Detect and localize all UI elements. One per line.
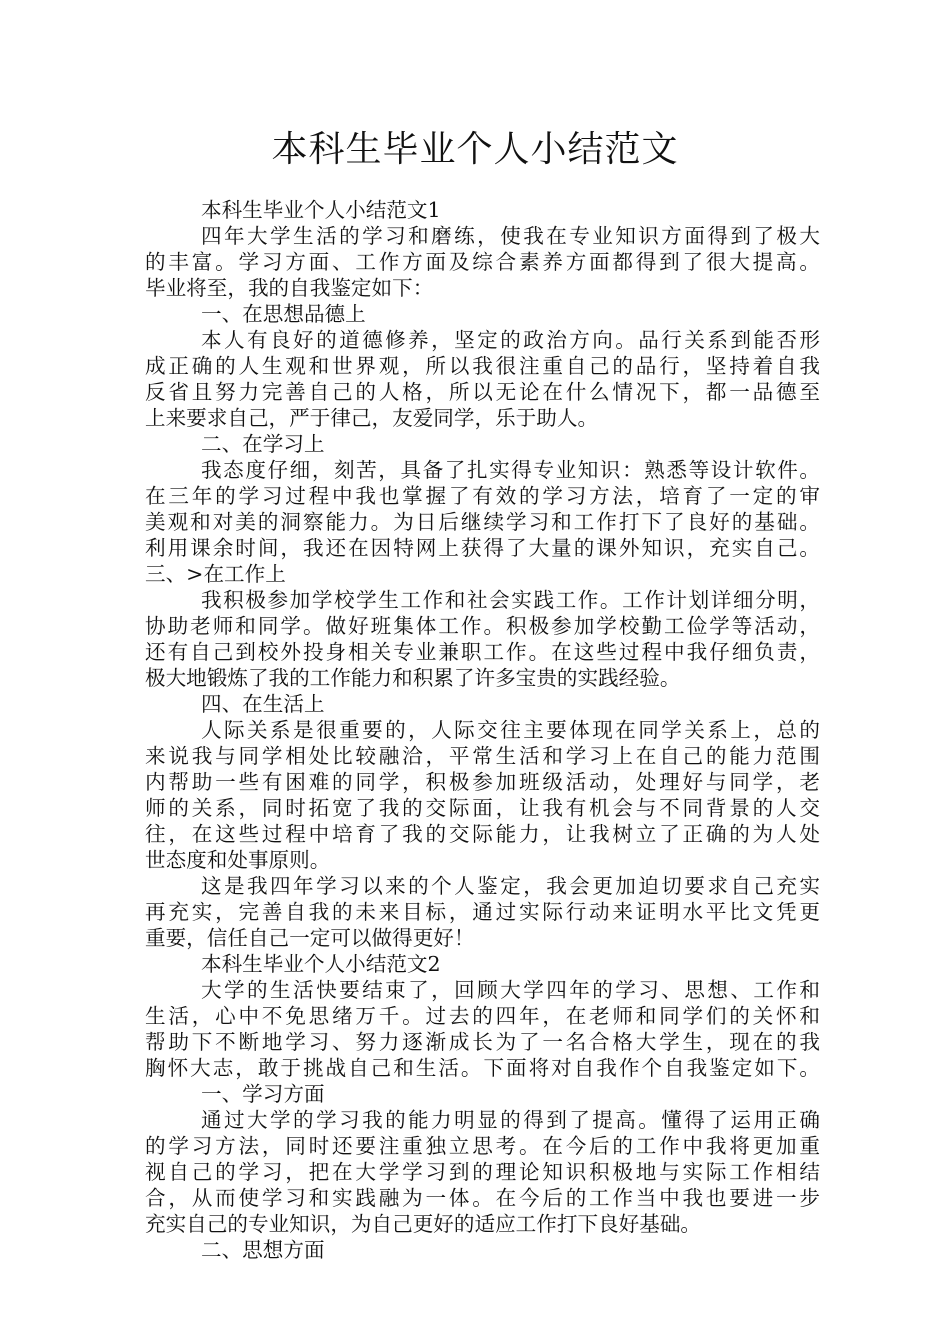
paragraph-line: 我态度仔细，刻苦，具备了扎实得专业知识：熟悉等设计软件。 [201, 458, 820, 482]
paragraph-line: 在三年的学习过程中我也掌握了有效的学习方法，培育了一定的审 [145, 484, 820, 508]
paragraph-line: 视自己的学习，把在大学学习到的理论知识积极地与实际工作相结 [145, 1160, 820, 1184]
subsection-heading: 三、>在工作上 [145, 562, 286, 586]
subsection-heading: 四、在生活上 [201, 692, 325, 716]
paragraph-line: 反省且努力完善自己的人格，所以无论在什么情况下，都一品德至 [145, 380, 820, 404]
paragraph-line: 大学的生活快要结束了，回顾大学四年的学习、思想、工作和 [201, 978, 820, 1002]
paragraph-line: 的学习方法，同时还要注重独立思考。在今后的工作中我将更加重 [145, 1134, 820, 1158]
paragraph-line: 的丰富。学习方面、工作方面及综合素养方面都得到了很大提高。 [145, 250, 820, 274]
paragraph-line: 协助老师和同学。做好班集体工作。积极参加学校勤工俭学等活动， [145, 614, 820, 638]
paragraph-line: 内帮助一些有困难的同学，积极参加班级活动，处理好与同学，老 [145, 770, 820, 794]
subsection-heading: 二、思想方面 [201, 1238, 325, 1262]
paragraph-line: 成正确的人生观和世界观，所以我很注重自己的品行，坚持着自我 [145, 354, 820, 378]
paragraph-line: 充实自己的专业知识，为自己更好的适应工作打下良好基础。 [145, 1212, 702, 1236]
paragraph-line: 利用课余时间，我还在因特网上获得了大量的课外知识，充实自己。 [145, 536, 820, 560]
paragraph-line: 本人有良好的道德修养，坚定的政治方向。品行关系到能否形 [201, 328, 820, 352]
paragraph-line: 四年大学生活的学习和磨练，使我在专业知识方面得到了极大 [201, 224, 820, 248]
paragraph-line: 还有自己到校外投身相关专业兼职工作。在这些过程中我仔细负责， [145, 640, 820, 664]
document-title: 本科生毕业个人小结范文 [271, 129, 679, 170]
paragraph-line: 合，从而使学习和实践融为一体。在今后的工作当中我也要进一步 [145, 1186, 820, 1210]
paragraph-line: 再充实，完善自我的未来目标，通过实际行动来证明水平比文凭更 [145, 900, 820, 924]
section-heading: 本科生毕业个人小结范文2 [201, 952, 441, 976]
paragraph-line: 上来要求自己，严于律己，友爱同学，乐于助人。 [145, 406, 599, 430]
paragraph-line: 我积极参加学校学生工作和社会实践工作。工作计划详细分明， [201, 588, 820, 612]
paragraph-line: 胸怀大志，敢于挑战自己和生活。下面将对自我作个自我鉴定如下。 [145, 1056, 820, 1080]
subsection-heading: 二、在学习上 [201, 432, 325, 456]
paragraph-line: 美观和对美的洞察能力。为日后继续学习和工作打下了良好的基础。 [145, 510, 820, 534]
paragraph-line: 毕业将至，我的自我鉴定如下： [145, 276, 434, 300]
paragraph-line: 来说我与同学相处比较融洽，平常生活和学习上在自己的能力范围 [145, 744, 820, 768]
section-heading: 本科生毕业个人小结范文1 [201, 198, 441, 222]
paragraph-line: 极大地锻炼了我的工作能力和积累了许多宝贵的实践经验。 [145, 666, 681, 690]
paragraph-line: 往，在这些过程中培育了我的交际能力，让我树立了正确的为人处 [145, 822, 820, 846]
paragraph-line: 重要，信任自己一定可以做得更好！ [145, 926, 475, 950]
paragraph-line: 帮助下不断地学习、努力逐渐成长为了一名合格大学生，现在的我 [145, 1030, 820, 1054]
paragraph-line: 生活，心中不免思绪万千。过去的四年，在老师和同学们的关怀和 [145, 1004, 820, 1028]
paragraph-line: 人际关系是很重要的，人际交往主要体现在同学关系上，总的 [201, 718, 820, 742]
document-body [145, 197, 820, 1263]
subsection-heading: 一、学习方面 [201, 1082, 325, 1106]
paragraph-line: 通过大学的学习我的能力明显的得到了提高。懂得了运用正确 [201, 1108, 820, 1132]
paragraph-line: 世态度和处事原则。 [145, 848, 331, 872]
paragraph-line: 师的关系，同时拓宽了我的交际面，让我有机会与不同背景的人交 [145, 796, 820, 820]
subsection-heading: 一、在思想品德上 [201, 302, 366, 326]
paragraph-line: 这是我四年学习以来的个人鉴定，我会更加迫切要求自己充实 [201, 874, 820, 898]
